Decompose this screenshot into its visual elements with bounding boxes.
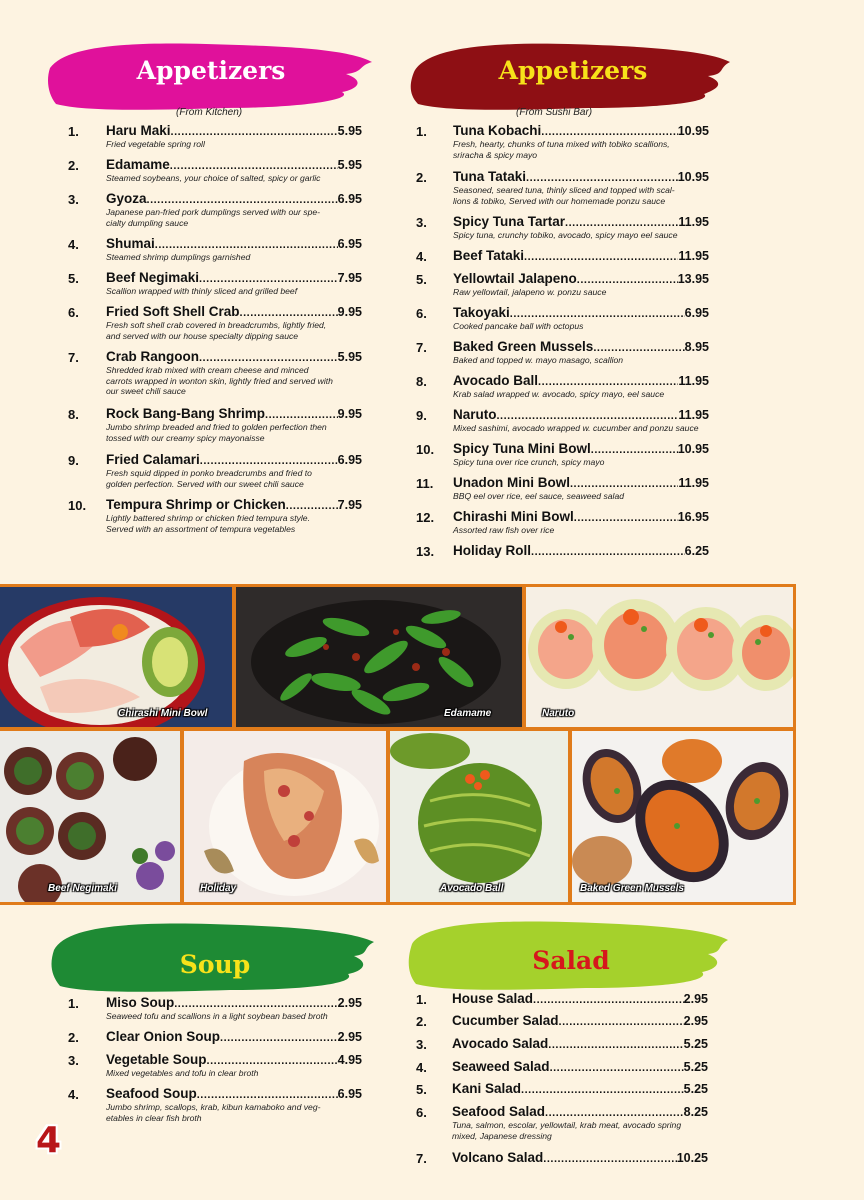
- item-price: 5.25: [683, 1060, 708, 1074]
- item-line: [453, 407, 709, 422]
- item-line: [106, 236, 362, 251]
- dot-leader: [543, 1153, 676, 1165]
- item-number: 11.: [416, 476, 434, 491]
- dot-leader: [265, 409, 338, 421]
- dot-leader: [200, 455, 338, 467]
- item-number: 7.: [68, 350, 79, 365]
- photo-caption: Baked Green Mussels: [580, 883, 684, 894]
- item-line: [453, 543, 709, 558]
- item-line: [452, 1036, 708, 1051]
- item-name: Yellowtail Jalapeno: [453, 271, 577, 286]
- item-name: Naruto: [453, 407, 497, 422]
- item-name: Kani Salad: [452, 1081, 522, 1096]
- item-description: Tuna, salmon, escolar, yellowtail, krab meat, avocado spring mixed, Japanese dressing: [452, 1120, 682, 1141]
- item-price: 5.95: [337, 124, 362, 138]
- item-line: [106, 995, 362, 1010]
- item-description: Krab salad wrapped w. avocado, spicy mayo, eel sauce: [453, 389, 665, 399]
- soup-banner: [50, 916, 380, 996]
- dot-leader: [207, 1055, 338, 1067]
- item-description: Seasoned, seared tuna, thinly sliced and topped with scal- lions & tobiko, Served with our homemade ponzu sauce: [453, 185, 675, 206]
- photo-caption: Beef Negimaki: [48, 883, 117, 894]
- photo-naruto: [526, 587, 793, 727]
- item-line: [453, 123, 709, 138]
- photo-edamame: [236, 587, 522, 727]
- dot-leader: [538, 376, 678, 388]
- item-name: Crab Rangoon: [106, 349, 199, 364]
- item-name: Volcano Salad: [452, 1150, 544, 1165]
- dot-leader: [574, 512, 678, 524]
- item-number: 12.: [416, 510, 435, 525]
- item-name: House Salad: [452, 991, 534, 1006]
- dot-leader: [521, 1084, 684, 1096]
- item-description: Steamed soybeans, your choice of salted, spicy or garlic: [106, 173, 321, 183]
- item-line: [106, 406, 362, 421]
- item-name: Avocado Salad: [452, 1036, 549, 1051]
- dot-leader: [541, 126, 677, 138]
- item-description: Fresh squid dipped in ponko breadcrumbs and fried to golden perfection. Served with our sweet chili sauce: [106, 468, 312, 489]
- item-price: 6.95: [337, 192, 362, 206]
- item-price: 6.95: [337, 1087, 362, 1101]
- item-line: [106, 452, 362, 467]
- item-price: 11.95: [678, 408, 709, 422]
- dot-leader: [170, 160, 338, 172]
- item-name: Rock Bang-Bang Shrimp: [106, 406, 266, 421]
- item-name: Unadon Mini Bowl: [453, 475, 570, 490]
- item-description: Scallion wrapped with thinly sliced and grilled beef: [106, 286, 298, 296]
- item-number: 7.: [416, 340, 427, 355]
- appetizers-sushi-section: [416, 0, 864, 560]
- item-name: Chirashi Mini Bowl: [453, 509, 574, 524]
- dot-leader: [570, 478, 678, 490]
- item-name: Spicy Tuna Tartar: [453, 214, 566, 229]
- section-title: Soup: [179, 950, 251, 979]
- item-name: Beef Negimaki: [106, 270, 200, 285]
- photo-caption: Holiday: [200, 883, 237, 894]
- item-line: [106, 1029, 362, 1044]
- item-line: [453, 373, 709, 388]
- dot-leader: [510, 308, 685, 320]
- item-line: [106, 1086, 362, 1101]
- item-line: [453, 441, 709, 456]
- item-description: Lightly battered shrimp or chicken fried tempura style. Served with an assortment of tempura vegetables: [106, 513, 310, 534]
- item-name: Vegetable Soup: [106, 1052, 207, 1067]
- item-name: Clear Onion Soup: [106, 1029, 221, 1044]
- photo-avocado-ball: [390, 731, 568, 902]
- item-description: Jumbo shrimp, scallops, krab, kibun kamaboko and veg- etables in clear fish broth: [106, 1102, 321, 1123]
- dot-leader: [220, 1032, 338, 1044]
- item-price: 10.95: [677, 442, 709, 456]
- item-description: Japanese pan-fried pork dumplings served with our spe- cialty dumpling sauce: [106, 207, 321, 228]
- item-name: Spicy Tuna Mini Bowl: [453, 441, 591, 456]
- item-number: 7.: [416, 1151, 427, 1166]
- dot-leader: [591, 444, 678, 456]
- item-price: 7.95: [337, 498, 362, 512]
- photo-caption: Naruto: [542, 708, 575, 719]
- item-name: Fried Soft Shell Crab: [106, 304, 240, 319]
- item-name: Tuna Kobachi: [453, 123, 542, 138]
- item-number: 10.: [68, 498, 87, 513]
- item-number: 4.: [68, 1087, 79, 1102]
- item-price: 2.95: [683, 1014, 708, 1028]
- item-number: 1.: [416, 992, 427, 1007]
- item-number: 2.: [68, 1030, 79, 1045]
- dot-leader: [199, 273, 338, 285]
- section-subtitle: (From Kitchen): [176, 107, 243, 118]
- dot-leader: [545, 1107, 684, 1119]
- item-name: Holiday Roll: [453, 543, 532, 558]
- item-name: Seafood Soup: [106, 1086, 197, 1101]
- item-line: [106, 349, 362, 364]
- item-description: Steamed shrimp dumplings garnished: [106, 252, 251, 262]
- item-number: 4.: [416, 249, 427, 264]
- item-description: BBQ eel over rice, eel sauce, seaweed salad: [453, 491, 625, 501]
- item-description: Cooked pancake ball with octopus: [453, 321, 584, 331]
- item-price: 5.95: [337, 158, 362, 172]
- dot-leader: [155, 239, 338, 251]
- item-line: [106, 497, 362, 512]
- item-number: 1.: [68, 996, 79, 1011]
- salad-section: [416, 910, 864, 1200]
- item-number: 6.: [416, 306, 427, 321]
- item-name: Beef Tataki: [453, 248, 525, 263]
- photo-caption: Edamame: [444, 708, 492, 719]
- appetizers-sushi-banner: [408, 38, 738, 114]
- photo-holiday: [184, 731, 386, 902]
- item-price: 8.95: [684, 340, 709, 354]
- item-name: Tuna Tataki: [453, 169, 527, 184]
- item-number: 2.: [416, 1014, 427, 1029]
- item-price: 9.95: [337, 407, 362, 421]
- dot-leader: [286, 500, 338, 512]
- item-line: [453, 339, 709, 354]
- item-description: Spicy tuna over rice crunch, spicy mayo: [453, 457, 605, 467]
- item-name: Miso Soup: [106, 995, 175, 1010]
- dot-leader: [497, 410, 679, 422]
- item-price: 16.95: [677, 510, 709, 524]
- photo-beef-negimaki: [0, 731, 180, 902]
- item-description: Fried vegetable spring roll: [106, 139, 205, 149]
- item-line: [453, 271, 709, 286]
- dot-leader: [147, 194, 338, 206]
- dot-leader: [197, 1089, 338, 1101]
- item-line: [453, 169, 709, 184]
- item-number: 2.: [416, 170, 427, 185]
- item-price: 6.95: [684, 306, 709, 320]
- item-number: 8.: [416, 374, 427, 389]
- item-number: 5.: [416, 272, 427, 287]
- item-description: Spicy tuna, crunchy tobiko, avocado, spicy mayo eel sauce: [453, 230, 678, 240]
- item-number: 1.: [68, 124, 79, 139]
- salad-banner: [406, 916, 736, 996]
- item-number: 8.: [68, 407, 79, 422]
- page-number: 4: [36, 1120, 62, 1161]
- item-line: [453, 214, 709, 229]
- item-number: 3.: [416, 1037, 427, 1052]
- dot-leader: [593, 342, 684, 354]
- item-number: 2.: [68, 158, 79, 173]
- item-number: 3.: [416, 215, 427, 230]
- section-title: Appetizers: [136, 56, 286, 85]
- dot-leader: [548, 1039, 683, 1051]
- item-price: 11.95: [678, 249, 709, 263]
- item-number: 1.: [416, 124, 427, 139]
- item-line: [453, 305, 709, 320]
- dot-leader: [174, 998, 337, 1010]
- item-price: 2.95: [337, 1030, 362, 1044]
- item-line: [452, 991, 708, 1006]
- item-number: 5.: [416, 1082, 427, 1097]
- item-price: 6.95: [337, 453, 362, 467]
- item-number: 3.: [68, 192, 79, 207]
- item-price: 5.95: [337, 350, 362, 364]
- item-price: 2.95: [683, 992, 708, 1006]
- item-price: 2.95: [337, 996, 362, 1010]
- item-description: Mixed sashimi, avocado wrapped w. cucumber and ponzu sauce: [453, 423, 699, 433]
- item-line: [453, 475, 709, 490]
- item-description: Assorted raw fish over rice: [453, 525, 555, 535]
- item-number: 4.: [68, 237, 79, 252]
- dot-leader: [577, 274, 678, 286]
- item-description: Jumbo shrimp breaded and fried to golden perfection then tossed with our creamy spicy mayonaisse: [106, 422, 327, 443]
- item-number: 6.: [68, 305, 79, 320]
- item-number: 5.: [68, 271, 79, 286]
- dot-leader: [199, 352, 338, 364]
- photo-chirashi: [0, 587, 232, 727]
- item-number: 10.: [416, 442, 435, 457]
- photo-caption: Avocado Ball: [440, 883, 504, 894]
- appetizers-kitchen-section: [0, 0, 435, 560]
- item-price: 10.25: [676, 1151, 708, 1165]
- item-price: 6.95: [337, 237, 362, 251]
- item-price: 11.95: [678, 215, 709, 229]
- item-line: [106, 304, 362, 319]
- dot-leader: [171, 126, 338, 138]
- item-name: Fried Calamari: [106, 452, 200, 467]
- item-name: Seafood Salad: [452, 1104, 546, 1119]
- section-title: Appetizers: [498, 56, 648, 85]
- item-description: Baked and topped w. mayo masago, scallion: [453, 355, 624, 365]
- item-name: Seaweed Salad: [452, 1059, 550, 1074]
- item-name: Takoyaki: [453, 305, 510, 320]
- item-line: [453, 509, 709, 524]
- item-price: 7.95: [337, 271, 362, 285]
- dot-leader: [550, 1062, 684, 1074]
- item-description: Raw yellowtail, jalapeno w. ponzu sauce: [453, 287, 607, 297]
- section-title: Salad: [532, 946, 610, 975]
- item-description: Seaweed tofu and scallions in a light soybean based broth: [106, 1011, 328, 1021]
- item-name: Shumai: [106, 236, 155, 251]
- item-price: 11.95: [678, 476, 709, 490]
- item-price: 10.95: [677, 170, 709, 184]
- item-price: 13.95: [677, 272, 709, 286]
- item-line: [452, 1081, 708, 1096]
- item-price: 9.95: [337, 305, 362, 319]
- item-line: [452, 1013, 708, 1028]
- soup-section: [0, 910, 432, 1200]
- item-number: 9.: [68, 453, 79, 468]
- item-price: 4.95: [337, 1053, 362, 1067]
- item-description: Fresh soft shell crab covered in breadcrumbs, lightly fried, and served with our house specialty dipping sauce: [106, 320, 327, 341]
- item-number: 9.: [416, 408, 427, 423]
- item-line: [452, 1059, 708, 1074]
- item-line: [106, 157, 362, 172]
- dot-leader: [526, 172, 678, 184]
- item-number: 13.: [416, 544, 435, 559]
- item-number: 6.: [416, 1105, 427, 1120]
- item-price: 8.25: [683, 1105, 708, 1119]
- item-price: 11.95: [678, 374, 709, 388]
- item-description: Shredded krab mixed with cream cheese and minced carrots wrapped in wonton skin, lightly fried and served with our sweet chili sauce: [106, 365, 333, 396]
- appetizers-kitchen-banner: [46, 38, 376, 114]
- item-name: Haru Maki: [106, 123, 171, 138]
- item-description: Mixed vegetables and tofu in clear broth: [106, 1068, 259, 1078]
- item-description: Fresh, hearty, chunks of tuna mixed with tobiko scallions, sriracha & spicy mayo: [453, 139, 670, 160]
- item-name: Gyoza: [106, 191, 147, 206]
- item-name: Tempura Shrimp or Chicken: [106, 497, 286, 512]
- item-name: Cucumber Salad: [452, 1013, 559, 1028]
- photo-baked-green-mussels: [572, 731, 793, 902]
- item-name: Baked Green Mussels: [453, 339, 594, 354]
- item-number: 3.: [68, 1053, 79, 1068]
- section-subtitle: (From Sushi Bar): [516, 107, 593, 118]
- item-price: 5.25: [683, 1082, 708, 1096]
- item-line: [106, 1052, 362, 1067]
- photo-caption: Chirashi Mini Bowl: [118, 708, 208, 719]
- dot-leader: [240, 307, 338, 319]
- item-line: [106, 123, 362, 138]
- item-line: [106, 270, 362, 285]
- item-name: Edamame: [106, 157, 170, 172]
- item-line: [452, 1150, 708, 1165]
- item-price: 5.25: [683, 1037, 708, 1051]
- dot-leader: [565, 217, 678, 229]
- dot-leader: [531, 546, 685, 558]
- item-line: [453, 248, 709, 263]
- item-number: 4.: [416, 1060, 427, 1075]
- dot-leader: [559, 1016, 684, 1028]
- item-price: 10.95: [677, 124, 709, 138]
- dot-leader: [524, 251, 678, 263]
- item-price: 6.25: [684, 544, 709, 558]
- item-name: Avocado Ball: [453, 373, 539, 388]
- item-line: [106, 191, 362, 206]
- dot-leader: [533, 994, 684, 1006]
- item-line: [452, 1104, 708, 1119]
